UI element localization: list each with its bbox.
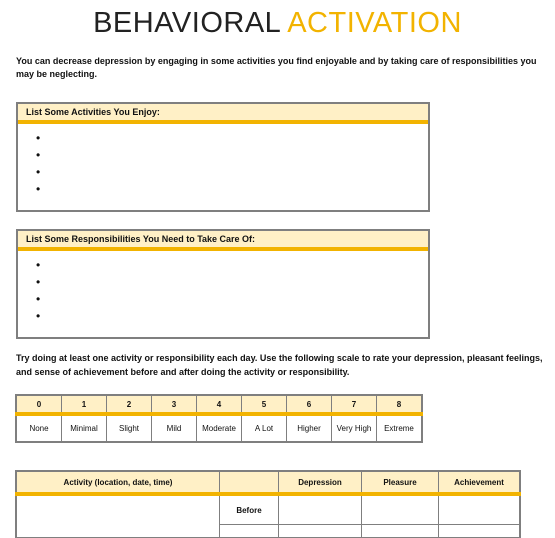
before-after-header — [220, 471, 279, 494]
intro-text: You can decrease depression by engaging in some activities you find enjoyable and by taking care of responsibilities you may be neglecting. — [16, 56, 537, 79]
list-item[interactable] — [36, 147, 428, 164]
scale-label: None — [16, 414, 62, 442]
achievement-before-cell[interactable] — [439, 494, 521, 525]
list-item[interactable] — [36, 257, 428, 274]
scale-number: 2 — [107, 395, 152, 414]
list-item[interactable] — [36, 291, 428, 308]
depression-header: Depression — [279, 471, 362, 494]
scale-number: 8 — [377, 395, 423, 414]
scale-number: 3 — [152, 395, 197, 414]
pleasure-before-cell[interactable] — [362, 494, 439, 525]
scale-number: 5 — [242, 395, 287, 414]
scale-label: Minimal — [62, 414, 107, 442]
activity-log-table — [15, 470, 521, 538]
scale-number: 1 — [62, 395, 107, 414]
depression-before-cell[interactable] — [279, 494, 362, 525]
scale-label: Moderate — [197, 414, 242, 442]
scale-label: Extreme — [377, 414, 423, 442]
scale-number: 6 — [287, 395, 332, 414]
scale-label: Higher — [287, 414, 332, 442]
list-item[interactable] — [36, 181, 428, 198]
rating-scale-table — [15, 394, 423, 443]
enjoy-activities-box[interactable] — [16, 102, 430, 212]
scale-label: Mild — [152, 414, 197, 442]
list-item[interactable] — [36, 308, 428, 325]
list-item[interactable] — [36, 130, 428, 147]
activity-cell[interactable] — [16, 494, 220, 538]
scale-label: Very High — [332, 414, 377, 442]
title-part-1: BEHAVIORAL — [93, 7, 281, 39]
scale-number: 7 — [332, 395, 377, 414]
enjoy-activities-list — [18, 124, 428, 198]
responsibilities-box[interactable] — [16, 229, 430, 339]
scale-label: Slight — [107, 414, 152, 442]
scale-label: A Lot — [242, 414, 287, 442]
scale-number: 0 — [16, 395, 62, 414]
achievement-header: Achievement — [439, 471, 521, 494]
instructions-text: Try doing at least one activity or responsibility each day. Use the following scale to rate your depression, pleasant feelings, and sense of achievement before and after doing the activity or responsibility. — [16, 353, 543, 377]
responsibilities-list — [18, 251, 428, 325]
list-item[interactable] — [36, 164, 428, 181]
pleasure-header: Pleasure — [362, 471, 439, 494]
page-title — [0, 6, 555, 40]
activity-header: Activity (location, date, time) — [16, 471, 220, 494]
title-part-2: ACTIVATION — [287, 7, 462, 39]
scale-number: 4 — [197, 395, 242, 414]
enjoy-activities-heading: List Some Activities You Enjoy: — [18, 104, 428, 124]
responsibilities-heading: List Some Responsibilities You Need to Take Care Of: — [18, 231, 428, 251]
list-item[interactable] — [36, 274, 428, 291]
before-label: Before — [220, 494, 279, 525]
